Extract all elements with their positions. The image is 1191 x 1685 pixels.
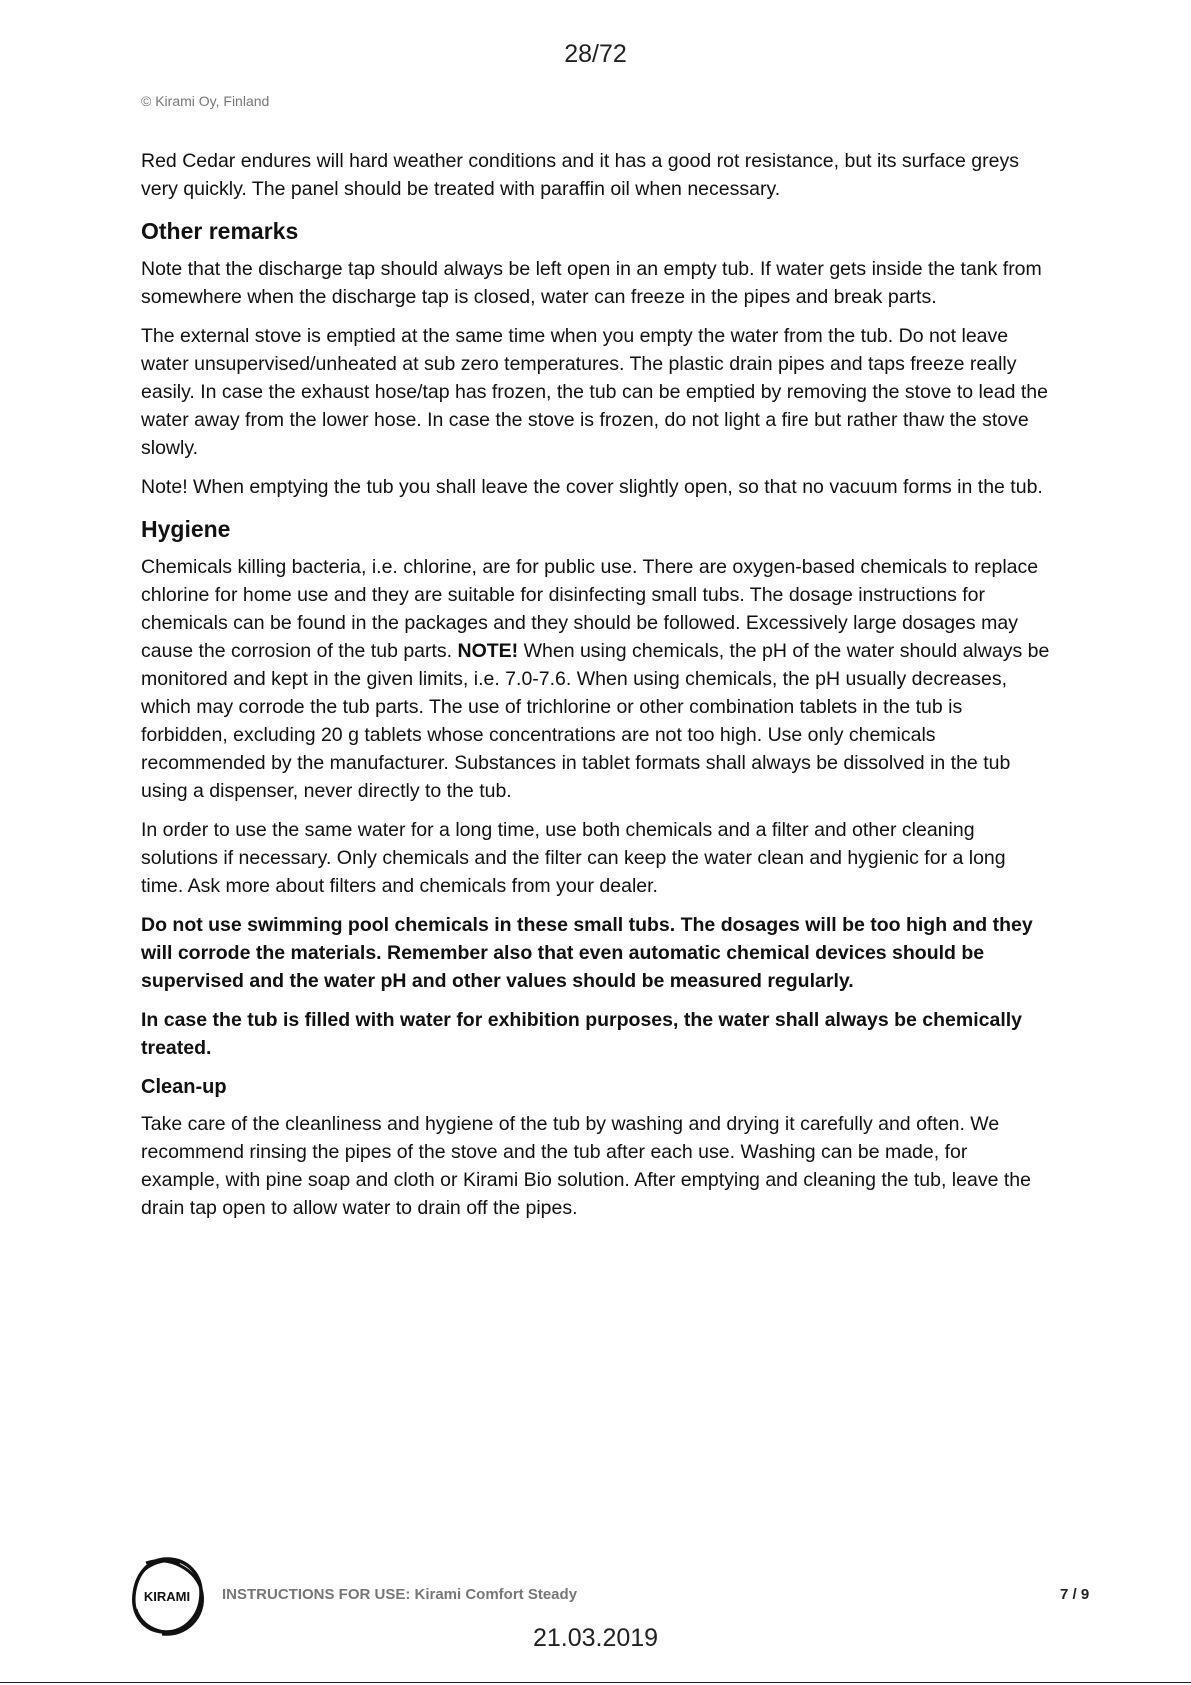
footer-document-title: INSTRUCTIONS FOR USE: Kirami Comfort Steady: [222, 1586, 578, 1603]
page-number: 28/72: [564, 40, 627, 68]
warning-paragraph: In case the tub is filled with water for exhibition purposes, the water shall always be chemically treated.: [141, 1009, 1022, 1059]
copyright-notice: © Kirami Oy, Finland: [141, 93, 270, 109]
text-run: Chemicals killing bacteria, i.e. chlorine, are for public use. There are oxygen-based chemicals to replace chlorine for home use and they are suitable for disinfecting small tubs. The dosage instructions for chemicals can be found in the packages and they should be followed. Excessively large dosages may cause the corrosion of the tub parts.: [141, 556, 1039, 662]
subheading-clean-up: Clean-up: [141, 1076, 227, 1098]
text-run: When using chemicals, the pH of the water should always be monitored and kept in the given limits, i.e. 7.0-7.6. When using chemicals, the pH usually decreases, which may corrode the tub parts. The use of trichlorine or other combination tablets in the tub is forbidden, excluding 20 g tablets whose concentrations are not too high. Use only chemicals recommended by the manufacturer. Substances in tablet formats shall always be dissolved in the tub using a dispenser, never directly to the tub.: [141, 640, 1050, 802]
section-heading-other-remarks: Other remarks: [141, 218, 299, 244]
bottom-divider: [0, 1682, 1191, 1683]
document-body: [141, 147, 1051, 1233]
paragraph: The external stove is emptied at the same time when you empty the water from the tub. Do not leave water unsupervised/unheated at sub zero temperatures. The plastic drain pipes and taps freeze really easily. In case the exhaust hose/tap has frozen, the tub can be emptied by removing the stove to lead the water away from the lower hose. In case the stove is frozen, do not light a fire but rather thaw the stove slowly.: [141, 325, 1048, 459]
paragraph: [141, 553, 1051, 805]
paragraph: In order to use the same water for a long time, use both chemicals and a filter and other cleaning solutions if necessary. Only chemicals and the filter can keep the water clean and hygienic for a long time. Ask more about filters and chemicals from your dealer.: [141, 819, 1006, 897]
note-emphasis: NOTE!: [457, 640, 519, 662]
footer-date: 21.03.2019: [532, 1624, 659, 1652]
section-heading-hygiene: Hygiene: [141, 516, 231, 542]
warning-paragraph: Do not use swimming pool chemicals in these small tubs. The dosages will be too high and they will corrode the materials. Remember also that even automatic chemical devices should be supervised and the water pH and other values should be measured regularly.: [141, 914, 1033, 992]
paragraph: Note that the discharge tap should always be left open in an empty tub. If water gets inside the tank from somewhere when the discharge tap is closed, water can freeze in the pipes and break parts.: [141, 258, 1042, 308]
intro-paragraph: Red Cedar endures will hard weather conditions and it has a good rot resistance, but its surface greys very quickly. The panel should be treated with paraffin oil when necessary.: [141, 150, 1019, 200]
paragraph: Note! When emptying the tub you shall leave the cover slightly open, so that no vacuum forms in the tub.: [141, 476, 1043, 498]
logo-wordmark: KIRAMI: [143, 1589, 191, 1604]
footer-page-indicator: 7 / 9: [1060, 1586, 1090, 1603]
paragraph: Take care of the cleanliness and hygiene of the tub by washing and drying it carefully and often. We recommend rinsing the pipes of the stove and the tub after each use. Washing can be made, for example, with pine soap and cloth or Kirami Bio solution. After emptying and cleaning the tub, leave the drain tap open to allow water to drain off the pipes.: [141, 1113, 1031, 1219]
